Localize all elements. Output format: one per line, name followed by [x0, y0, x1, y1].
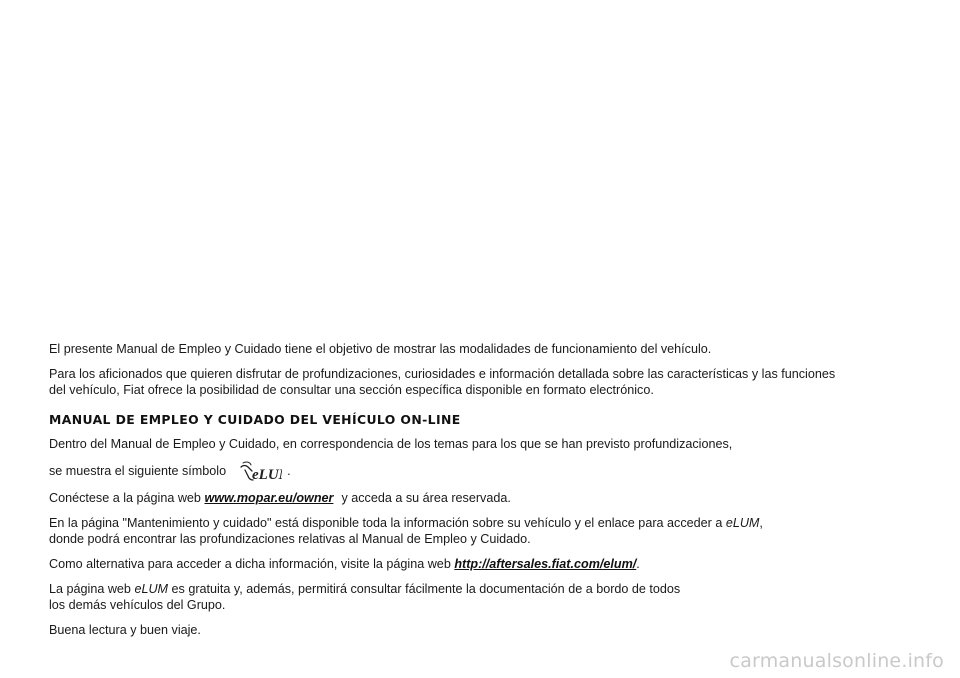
connect-text: Conéctese a la página web	[49, 491, 205, 505]
maintenance-text: En la página "Mantenimiento y cuidado" está disponible toda la información sobre su vehículo y el enlace para acceder a	[49, 516, 726, 530]
intro-paragraph	[49, 341, 929, 357]
closing-text: Buena lectura y buen viaje.	[49, 623, 201, 637]
symbol-intro-text: se muestra el siguiente símbolo	[49, 464, 227, 478]
section-heading: MANUAL DE EMPLEO Y CUIDADO DEL VEHÍCULO ON-LINE	[49, 412, 461, 427]
free-website-rest: es gratuita y, además, permitirá consultar fácilmente la documentación de a bordo de todos	[168, 582, 681, 596]
alternative-period: .	[636, 557, 640, 571]
connect-paragraph	[49, 490, 929, 506]
elum-touch-icon	[238, 458, 282, 484]
intro-text: El presente Manual de Empleo y Cuidado tiene el objetivo de mostrar las modalidades de funcionamiento del vehículo.	[49, 342, 712, 356]
within-manual-paragraph	[49, 436, 929, 452]
maintenance-line-2: donde podrá encontrar las profundizaciones relativas al Manual de Empleo y Cuidado.	[49, 532, 531, 546]
closing-paragraph	[49, 622, 929, 638]
enthusiasts-paragraph	[49, 366, 929, 398]
within-manual-text: Dentro del Manual de Empleo y Cuidado, en correspondencia de los temas para los que se han previsto profundizaciones,	[49, 437, 733, 451]
free-website-text: La página web	[49, 582, 135, 596]
maintenance-comma: ,	[759, 516, 763, 530]
symbol-paragraph	[49, 458, 929, 484]
elum-name-2: eLUM	[134, 582, 169, 596]
mopar-owner-link[interactable]: www.mopar.eu/owner	[204, 491, 334, 505]
enthusiasts-line-2: del vehículo, Fiat ofrece la posibilidad de consultar una sección específica disponible en formato electrónico.	[49, 383, 654, 397]
alternative-text: Como alternativa para acceder a dicha información, visite la página web	[49, 557, 455, 571]
free-website-paragraph	[49, 581, 929, 613]
maintenance-paragraph	[49, 515, 929, 547]
watermark: carmanualsonline.info	[729, 650, 944, 672]
elum-symbol-text: eLU	[251, 467, 279, 483]
alternative-paragraph	[49, 556, 929, 572]
symbol-period: .	[287, 464, 291, 478]
enthusiasts-line-1: Para los aficionados que quieren disfrutar de profundizaciones, curiosidades e información detallada sobre las características y las funciones	[49, 367, 836, 381]
manual-page	[49, 341, 929, 647]
connect-after-text: y acceda a su área reservada.	[341, 491, 511, 505]
aftersales-elum-link[interactable]: http://aftersales.fiat.com/elum/	[454, 557, 637, 571]
elum-name: eLUM	[725, 516, 760, 530]
free-website-line-2: los demás vehículos del Grupo.	[49, 598, 226, 612]
